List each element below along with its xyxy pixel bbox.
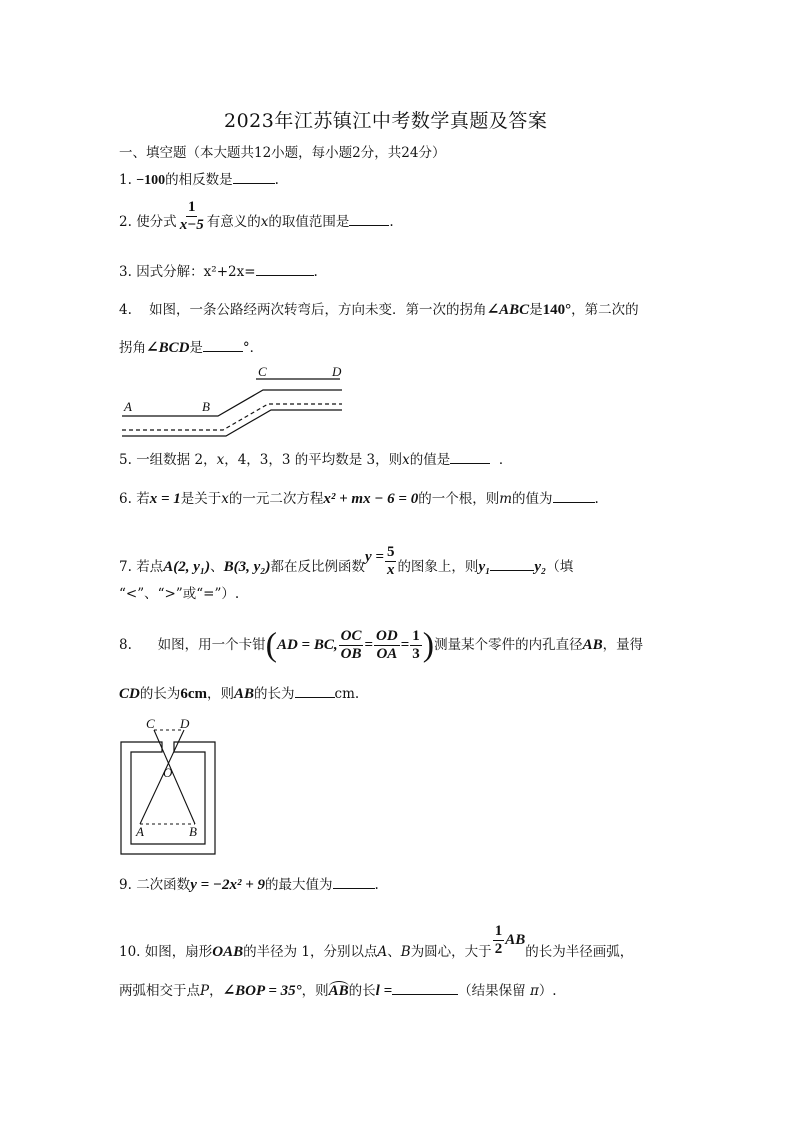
q2-answer-blank[interactable]: [349, 213, 389, 226]
caliper-label-b: B: [189, 824, 197, 839]
q7-point-a: A(2, y₁): [163, 559, 211, 575]
q1-expression: −100: [136, 173, 166, 188]
q7-point-b: B(3, y₂): [223, 559, 271, 575]
q8-condition: AD = BC,: [276, 637, 338, 653]
q4-answer-blank[interactable]: [203, 339, 243, 352]
question-1: 1. −100的相反数是 .: [119, 172, 279, 188]
question-9: 9. 二次函数y = −2x² + 9的最大值为 .: [119, 877, 379, 893]
q5-number: 5.: [119, 452, 132, 468]
q10-angle: ∠BOP = 35°: [222, 983, 302, 999]
question-2: 2. 使分式 $\frac{1}{x-5}$ 有意义的x的取值范围是 .: [119, 199, 394, 233]
road-lower-line: [122, 410, 342, 436]
q4-angle-bcd: ∠BCD: [146, 340, 190, 356]
question-4-line2: 拐角∠BCD是 °．: [119, 340, 264, 356]
q1-number: 1.: [119, 172, 132, 188]
q9-number: 9.: [119, 877, 132, 893]
q4-angle-value: 140°: [542, 302, 572, 318]
q9-function: y = −2x² + 9: [190, 877, 266, 893]
q8-length: 6cm: [180, 686, 207, 702]
question-8-line2: CD的长为6cm，则AB的长为 cm.: [119, 686, 360, 702]
question-10: 10. 如图，扇形OAB的半径为 1，分别以点A、B为圆心，大于 $\frac{1}{2}$ AB的长为半径画弧，: [119, 923, 634, 960]
q3-number: 3.: [119, 264, 132, 280]
question-10-line2: 两弧相交于点P，∠BOP = 35°，则AB的长l = （结果保留 π）.: [119, 983, 557, 999]
road-label-d: D: [332, 364, 342, 379]
q10-arc-ab: AB: [328, 983, 349, 999]
q8-fraction-oc-ob: $\frac{OC}{OB}$: [340, 628, 362, 662]
q7-fraction: $\frac{5}{x}$: [386, 544, 395, 578]
question-6: 6. 若x = 1是关于x的一元二次方程x² + mx − 6 = 0的一个根，则m的值为 .: [119, 491, 599, 507]
question-3: 3. 因式分解：x²+2x= .: [119, 264, 318, 280]
road-label-c: C: [258, 364, 267, 379]
q10-half-fraction: $\frac{1}{2}$: [494, 923, 503, 957]
q7-answer-blank[interactable]: [490, 558, 534, 571]
q10-answer-blank[interactable]: [392, 982, 458, 995]
caliper-label-o: O: [163, 765, 173, 780]
q4-angle-abc: ∠ABC: [486, 302, 530, 318]
q6-expr-x1: x = 1: [149, 491, 181, 507]
q6-number: 6.: [119, 491, 132, 507]
q1-answer-blank[interactable]: [233, 171, 275, 184]
q10-number: 10.: [119, 944, 141, 960]
caliper-label-c: C: [146, 716, 155, 731]
q7-number: 7.: [119, 559, 132, 575]
q2-number: 2.: [119, 214, 132, 230]
caliper-label-a: A: [136, 824, 144, 839]
caliper-label-d: D: [180, 716, 190, 731]
q3-text: 因式分解：x²+2x=: [136, 264, 256, 280]
q8-number: 8.: [119, 637, 132, 653]
question-5: 5. 一组数据 2，x，4，3，3 的平均数是 3，则x的值是 ．: [119, 452, 513, 468]
section-heading: 一、填空题（本大题共12小题，每小题2分，共24分）: [119, 145, 446, 161]
road-label-a: A: [124, 399, 132, 414]
caliper-figure: [118, 714, 218, 858]
road-figure: [118, 362, 350, 438]
q6-answer-blank[interactable]: [553, 490, 595, 503]
question-7-line2: “<”、“>”或“=”）.: [119, 586, 240, 602]
q8-fraction-one-third: $\frac{1}{3}$: [412, 628, 420, 662]
q4-number: 4.: [119, 302, 132, 318]
road-upper-line: [122, 390, 342, 416]
page-title: 2023年江苏镇江中考数学真题及答案: [224, 110, 548, 132]
q1-text: 的相反数是: [165, 172, 233, 188]
q8-answer-blank[interactable]: [295, 685, 335, 698]
q8-fraction-od-oa: $\frac{OD}{OA}$: [376, 628, 398, 662]
q5-answer-blank[interactable]: [450, 451, 490, 464]
q2-fraction: $\frac{1}{x-5}$: [179, 199, 204, 233]
question-7: 7. 若点A(2, y₁)、B(3, y₂)都在反比例函数y = $\frac{5}{x}$ 的图象上，则y₁ y₂（填: [119, 544, 574, 578]
q6-equation: x² + mx − 6 = 0: [323, 491, 419, 507]
q3-answer-blank[interactable]: [256, 263, 314, 276]
question-4: 4. 如图，一条公路经两次转弯后，方向未变．第一次的拐角∠ABC是140°，第二次的: [119, 302, 639, 318]
question-8: 8. 如图，用一个卡钳(AD = BC, $\frac{OC}{OB}$ = $\frac{OD}{OA}$ = $\frac{1}{3}$ )测量某个零件的内孔直径AB，量得: [119, 626, 644, 664]
q9-answer-blank[interactable]: [333, 876, 375, 889]
road-label-b: B: [202, 399, 210, 414]
